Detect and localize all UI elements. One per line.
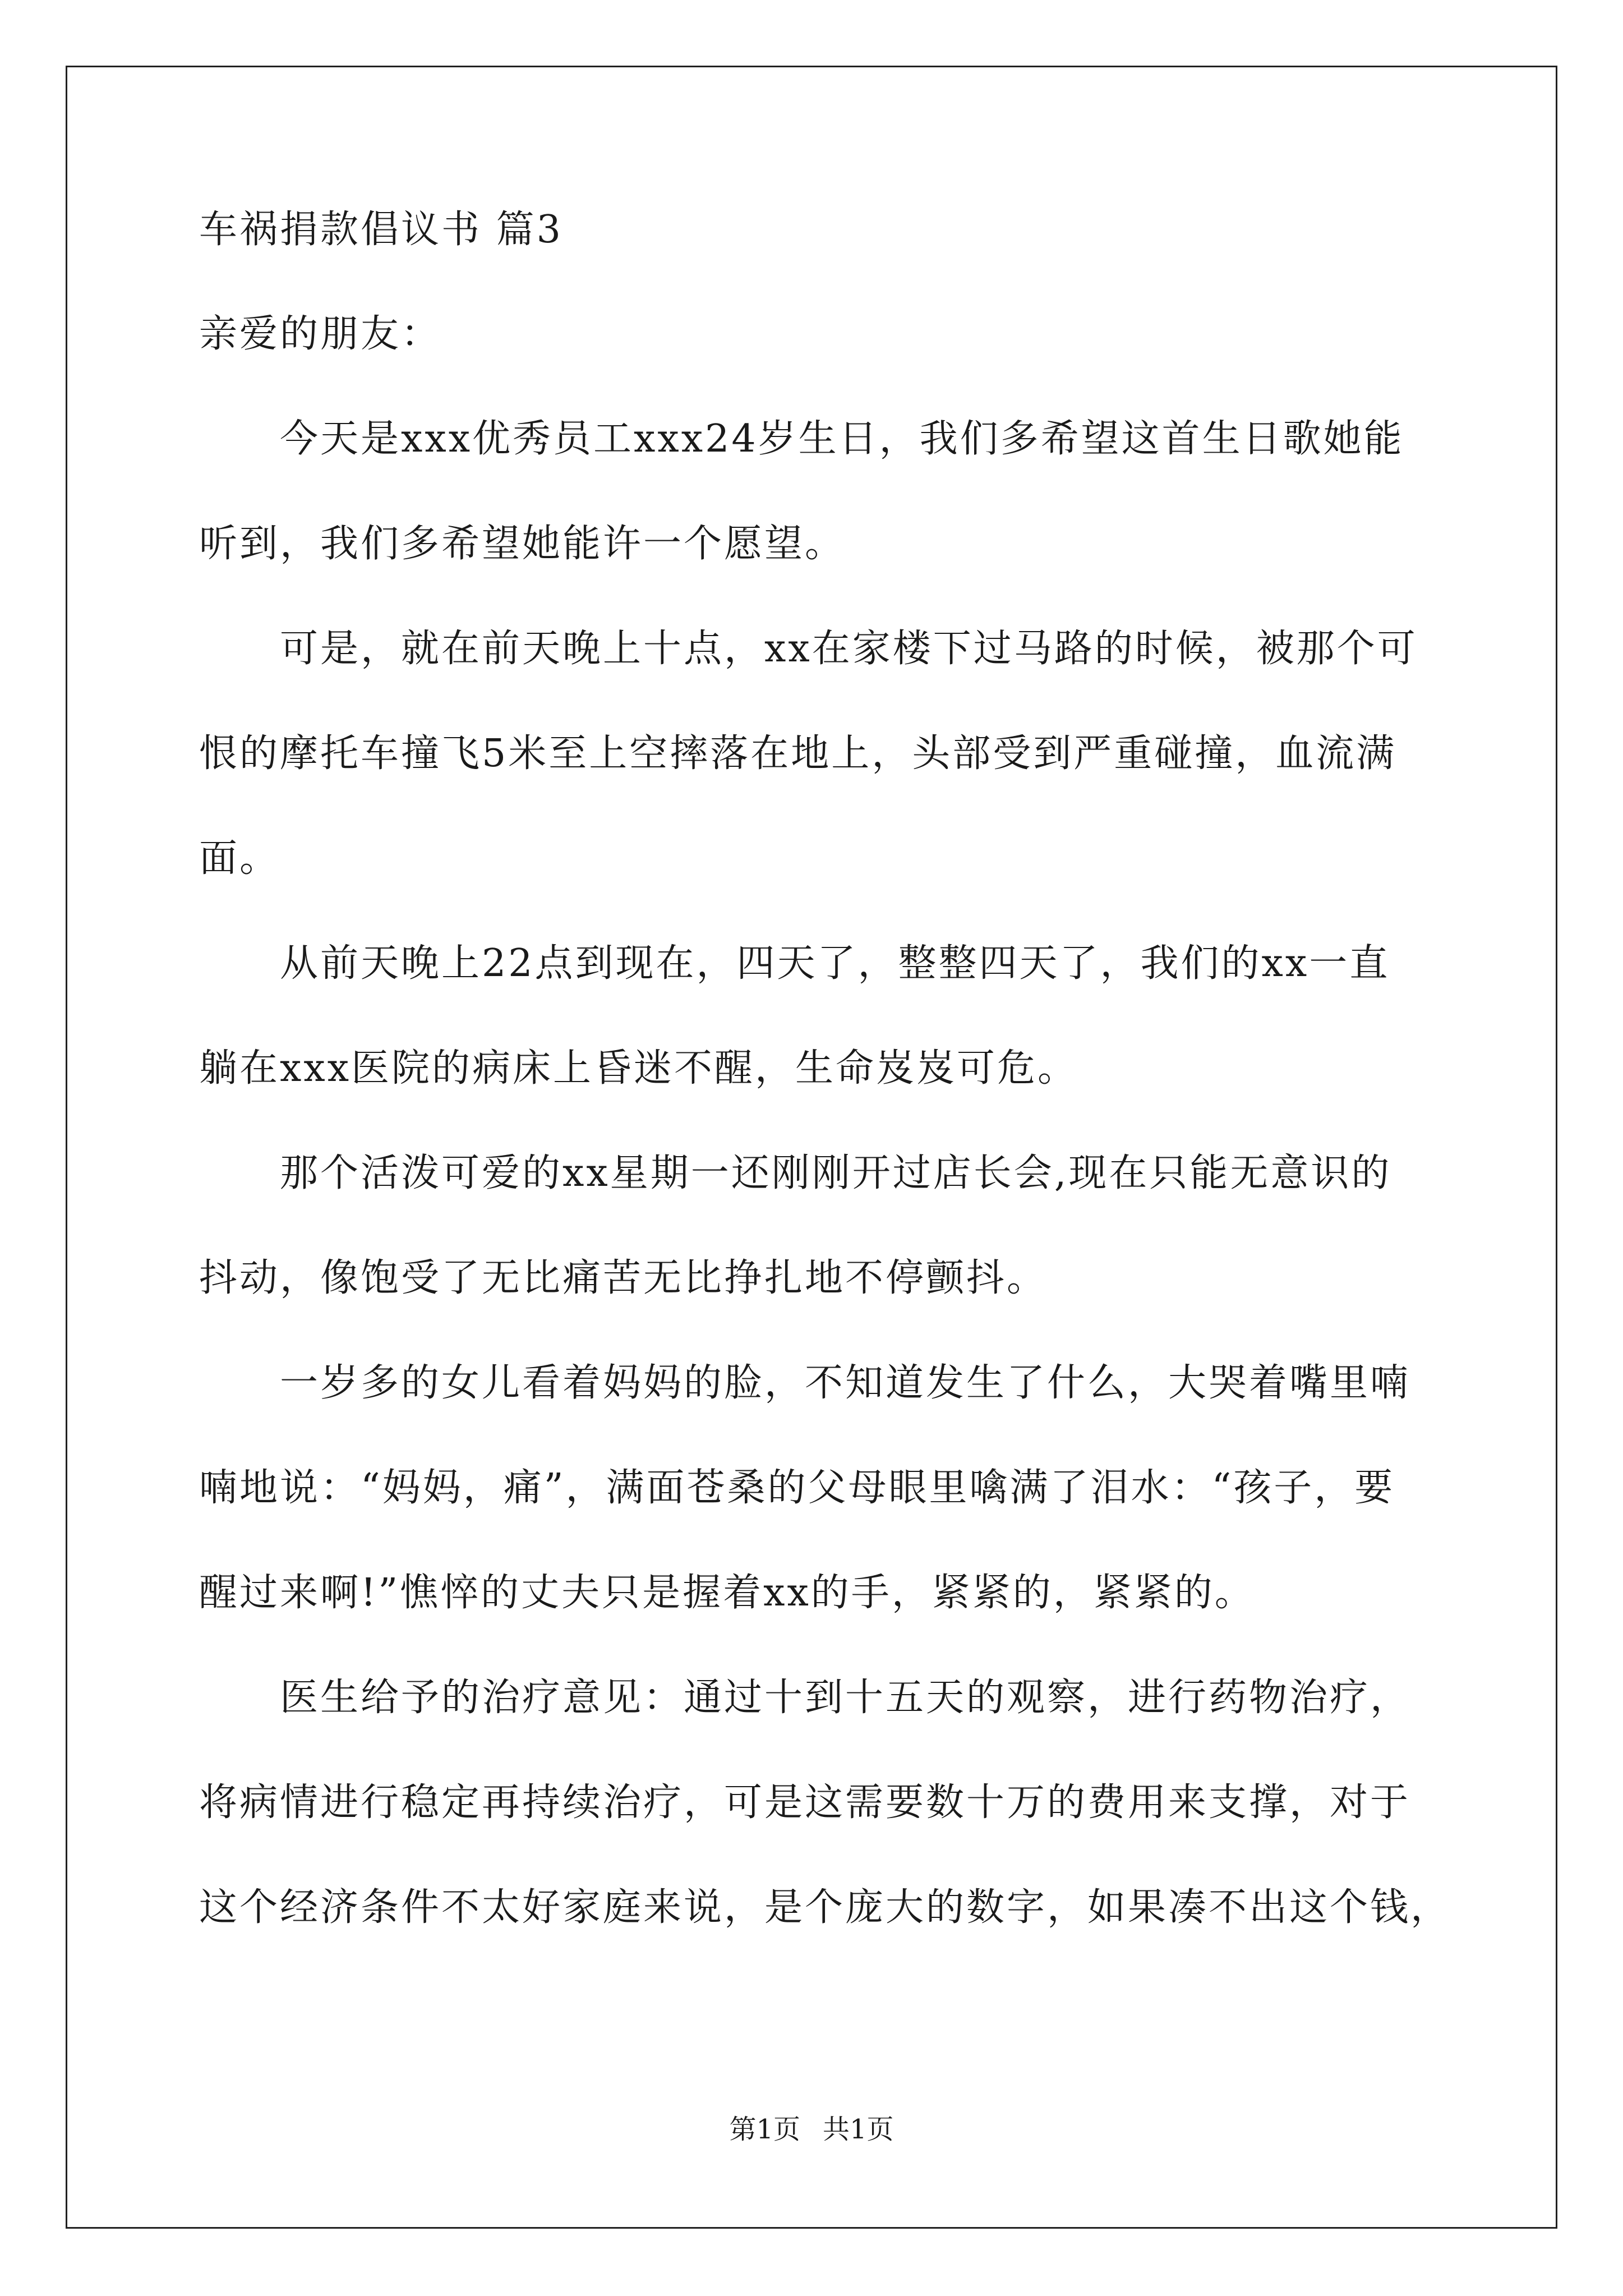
salutation: 亲爱的朋友： <box>199 312 442 356</box>
body-line: 这个经济条件不太好家庭来说，是个庞大的数字，如果凑不出这个钱， <box>199 1885 1451 1930</box>
page-footer <box>0 2114 1623 2145</box>
body-line: 可是，就在前天晚上十点，xx在家楼下过马路的时候，被那个可 <box>280 627 1418 671</box>
body-line: 那个活泼可爱的xx星期一还刚刚开过店长会,现在只能无意识的 <box>280 1151 1392 1195</box>
body-line: 面。 <box>199 836 280 881</box>
body-line: 听到，我们多希望她能许一个愿望。 <box>199 522 846 566</box>
document-title: 车祸捐款倡议书 篇3 <box>199 208 563 252</box>
body-line: 抖动，像饱受了无比痛苦无比挣扎地不停颤抖。 <box>199 1256 1048 1300</box>
body-line: 一岁多的女儿看着妈妈的脸，不知道发生了什么，大哭着嘴里喃 <box>280 1361 1411 1405</box>
body-line: 从前天晚上22点到现在，四天了，整整四天了，我们的xx一直 <box>280 941 1390 986</box>
body-line: 将病情进行稳定再持续治疗，可是这需要数十万的费用来支撑，对于 <box>199 1780 1411 1825</box>
body-line: 喃地说：“妈妈，痛”，满面苍桑的父母眼里噙满了泪水：“孩子，要 <box>199 1466 1395 1510</box>
page-total: 共1页 <box>823 2114 894 2145</box>
body-line: 醒过来啊!”憔悴的丈夫只是握着xx的手，紧紧的，紧紧的。 <box>199 1571 1255 1615</box>
body-line: 躺在xxx医院的病床上昏迷不醒，生命岌岌可危。 <box>199 1046 1078 1091</box>
body-line: 今天是xxx优秀员工xxx24岁生日，我们多希望这首生日歌她能 <box>280 417 1404 461</box>
body-line: 恨的摩托车撞飞5米至上空摔落在地上，头部受到严重碰撞，血流满 <box>199 731 1397 776</box>
body-line: 医生给予的治疗意见：通过十到十五天的观察，进行药物治疗， <box>280 1676 1411 1720</box>
page-number: 第1页 <box>729 2114 800 2145</box>
